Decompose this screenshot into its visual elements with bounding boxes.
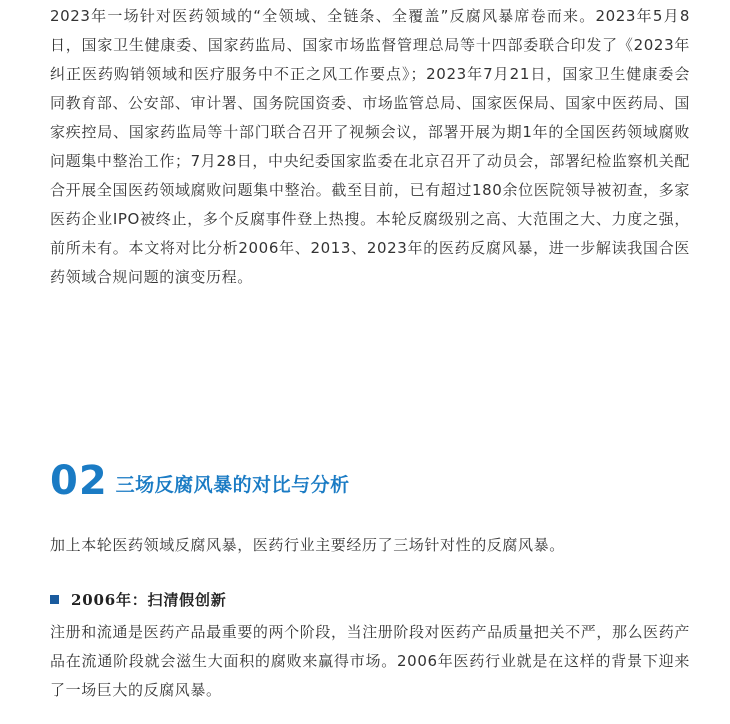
subsection-heading	[50, 586, 227, 612]
section-number: 02	[50, 458, 108, 504]
intro-paragraph: 2023年一场针对医药领域的“全领域、全链条、全覆盖”反腐风暴席卷而来。2023年5月8日，国家卫生健康委、国家药监局、国家市场监督管理总局等十四部委联合印发了《2023年纠正医药购销领域和医疗服务中不正之风工作要点》；2023年7月21日，国家卫生健康委会同教育部、公安部、审计署、国务院国资委、市场监管总局、国家医保局、国家中医药局、国家疾控局、国家药监局等十部门联合召开了视频会议，部署开展为期1年的全国医药领域腐败问题集中整治工作；7月28日，中央纪委国家监委在北京召开了动员会，部署纪检监察机关配合开展全国医药领域腐败问题集中整治。截至目前，已有超过180余位医院领导被初查，多家医药企业IPO被终止，多个反腐事件登上热搜。本轮反腐级别之高、大范围之大、力度之强，前所未有。本文将对比分析2006年、2013、2023年的医药反腐风暴，进一步解读我国合医药领域合规问题的演变历程。	[50, 7, 690, 286]
section-title: 三场反腐风暴的对比与分析	[115, 473, 350, 496]
square-bullet-icon	[50, 595, 59, 604]
subsection-title: 2006年：扫清假创新	[71, 590, 227, 609]
section-heading	[50, 456, 350, 506]
section-intro-paragraph: 加上本轮医药领域反腐风暴，医药行业主要经历了三场针对性的反腐风暴。	[50, 536, 565, 554]
subsection-paragraph: 注册和流通是医药产品最重要的两个阶段，当注册阶段对医药产品质量把关不严，那么医药产品在流通阶段就会滋生大面积的腐败来赢得市场。2006年医药行业就是在这样的背景下迎来了一场巨大的反腐风暴。	[50, 623, 690, 699]
